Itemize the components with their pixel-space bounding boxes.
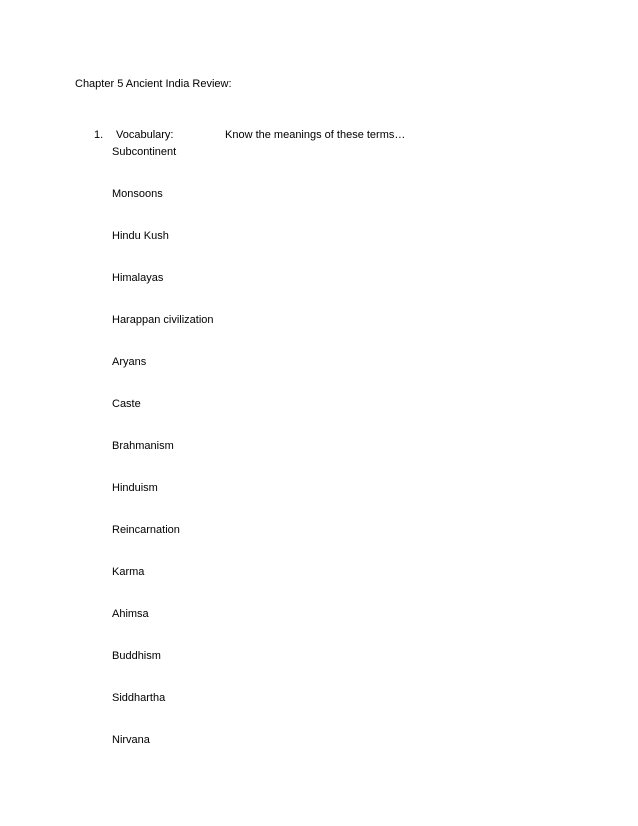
vocabulary-heading: Vocabulary: bbox=[116, 129, 174, 141]
vocabulary-term: Subcontinent bbox=[112, 146, 177, 158]
vocabulary-term: Hinduism bbox=[112, 482, 158, 494]
vocabulary-term: Buddhism bbox=[112, 650, 161, 662]
document-title: Chapter 5 Ancient India Review: bbox=[75, 78, 232, 90]
vocabulary-term: Nirvana bbox=[112, 734, 150, 746]
vocabulary-term: Himalayas bbox=[112, 272, 164, 284]
vocabulary-term: Aryans bbox=[112, 356, 147, 368]
vocabulary-term-list bbox=[112, 145, 214, 775]
list-item-number: 1. bbox=[94, 129, 104, 141]
vocabulary-term: Hindu Kush bbox=[112, 230, 169, 242]
vocabulary-term: Karma bbox=[112, 566, 145, 578]
vocabulary-term: Brahmanism bbox=[112, 440, 174, 452]
vocabulary-term: Ahimsa bbox=[112, 608, 149, 620]
vocabulary-term: Siddhartha bbox=[112, 692, 166, 704]
vocabulary-term: Harappan civilization bbox=[112, 314, 214, 326]
vocabulary-instruction: Know the meanings of these terms… bbox=[225, 129, 406, 141]
vocabulary-term: Monsoons bbox=[112, 188, 163, 200]
vocabulary-term: Reincarnation bbox=[112, 524, 180, 536]
vocabulary-term: Caste bbox=[112, 398, 141, 410]
